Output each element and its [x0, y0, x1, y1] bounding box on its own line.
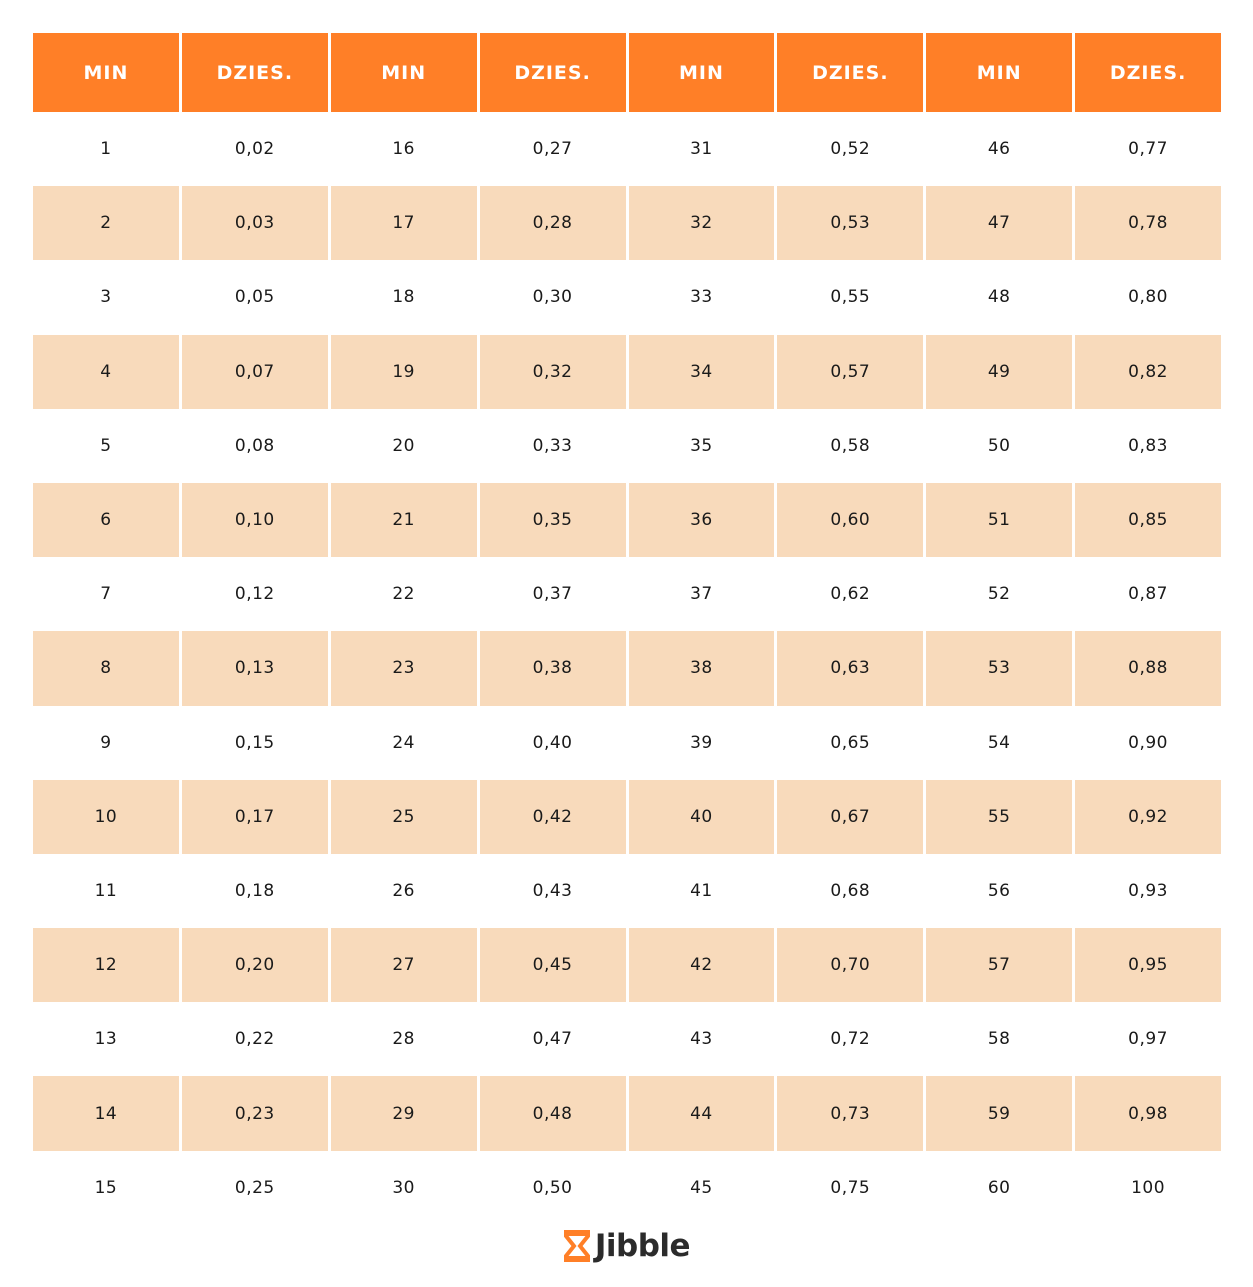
decimal-cell: 0,27: [480, 112, 626, 186]
minutes-cell: 23: [331, 631, 477, 705]
table-row: [33, 483, 1221, 557]
decimal-cell: 0,50: [480, 1151, 626, 1225]
decimal-cell: 0,85: [1075, 483, 1221, 557]
minutes-cell: 9: [33, 706, 179, 780]
header-cell: DZIES.: [777, 33, 923, 112]
minutes-cell: 41: [629, 854, 775, 928]
jibble-logo: [0, 1228, 1253, 1264]
conversion-table: [33, 33, 1221, 1225]
minutes-cell: 51: [926, 483, 1072, 557]
decimal-cell: 0,18: [182, 854, 328, 928]
decimal-cell: 0,17: [182, 780, 328, 854]
minutes-cell: 1: [33, 112, 179, 186]
decimal-cell: 0,72: [777, 1002, 923, 1076]
decimal-cell: 0,60: [777, 483, 923, 557]
decimal-cell: 0,38: [480, 631, 626, 705]
minutes-cell: 27: [331, 928, 477, 1002]
decimal-cell: 0,30: [480, 260, 626, 334]
minutes-cell: 32: [629, 186, 775, 260]
decimal-cell: 0,73: [777, 1076, 923, 1150]
decimal-cell: 0,07: [182, 335, 328, 409]
table-row: [33, 780, 1221, 854]
minutes-cell: 42: [629, 928, 775, 1002]
table-row: [33, 557, 1221, 631]
minutes-cell: 18: [331, 260, 477, 334]
decimal-cell: 0,57: [777, 335, 923, 409]
table-row: [33, 1151, 1221, 1225]
minutes-cell: 21: [331, 483, 477, 557]
minutes-cell: 2: [33, 186, 179, 260]
decimal-cell: 0,05: [182, 260, 328, 334]
minutes-cell: 38: [629, 631, 775, 705]
decimal-cell: 0,52: [777, 112, 923, 186]
decimal-cell: 0,47: [480, 1002, 626, 1076]
decimal-cell: 0,68: [777, 854, 923, 928]
table-row: [33, 631, 1221, 705]
minutes-cell: 30: [331, 1151, 477, 1225]
table-body: [33, 112, 1221, 1225]
minutes-cell: 45: [629, 1151, 775, 1225]
decimal-cell: 100: [1075, 1151, 1221, 1225]
decimal-cell: 0,40: [480, 706, 626, 780]
table-row: [33, 335, 1221, 409]
decimal-cell: 0,55: [777, 260, 923, 334]
minutes-cell: 36: [629, 483, 775, 557]
minutes-cell: 53: [926, 631, 1072, 705]
logo-text: Jibble: [594, 1228, 691, 1264]
decimal-cell: 0,10: [182, 483, 328, 557]
decimal-cell: 0,95: [1075, 928, 1221, 1002]
header-cell: MIN: [926, 33, 1072, 112]
decimal-cell: 0,35: [480, 483, 626, 557]
minutes-cell: 56: [926, 854, 1072, 928]
table-row: [33, 854, 1221, 928]
minutes-cell: 14: [33, 1076, 179, 1150]
decimal-cell: 0,67: [777, 780, 923, 854]
minutes-cell: 35: [629, 409, 775, 483]
minutes-cell: 48: [926, 260, 1072, 334]
minutes-cell: 49: [926, 335, 1072, 409]
decimal-cell: 0,28: [480, 186, 626, 260]
decimal-cell: 0,70: [777, 928, 923, 1002]
minutes-cell: 43: [629, 1002, 775, 1076]
minutes-cell: 39: [629, 706, 775, 780]
minutes-cell: 16: [331, 112, 477, 186]
minutes-cell: 44: [629, 1076, 775, 1150]
header-cell: DZIES.: [480, 33, 626, 112]
decimal-cell: 0,03: [182, 186, 328, 260]
minutes-cell: 13: [33, 1002, 179, 1076]
decimal-cell: 0,48: [480, 1076, 626, 1150]
minutes-cell: 17: [331, 186, 477, 260]
decimal-cell: 0,45: [480, 928, 626, 1002]
minutes-cell: 58: [926, 1002, 1072, 1076]
decimal-cell: 0,63: [777, 631, 923, 705]
decimal-cell: 0,25: [182, 1151, 328, 1225]
decimal-cell: 0,82: [1075, 335, 1221, 409]
decimal-cell: 0,20: [182, 928, 328, 1002]
decimal-cell: 0,12: [182, 557, 328, 631]
decimal-cell: 0,65: [777, 706, 923, 780]
header-cell: MIN: [331, 33, 477, 112]
decimal-cell: 0,08: [182, 409, 328, 483]
table-row: [33, 1002, 1221, 1076]
decimal-cell: 0,97: [1075, 1002, 1221, 1076]
minutes-cell: 28: [331, 1002, 477, 1076]
minutes-cell: 22: [331, 557, 477, 631]
minutes-cell: 37: [629, 557, 775, 631]
minutes-cell: 10: [33, 780, 179, 854]
decimal-cell: 0,23: [182, 1076, 328, 1150]
minutes-cell: 26: [331, 854, 477, 928]
minutes-cell: 6: [33, 483, 179, 557]
decimal-cell: 0,77: [1075, 112, 1221, 186]
minutes-cell: 19: [331, 335, 477, 409]
decimal-cell: 0,15: [182, 706, 328, 780]
minutes-cell: 31: [629, 112, 775, 186]
table-row: [33, 706, 1221, 780]
table-row: [33, 260, 1221, 334]
decimal-cell: 0,88: [1075, 631, 1221, 705]
minutes-cell: 4: [33, 335, 179, 409]
table-row: [33, 928, 1221, 1002]
decimal-cell: 0,75: [777, 1151, 923, 1225]
minutes-cell: 11: [33, 854, 179, 928]
minutes-cell: 25: [331, 780, 477, 854]
table-row: [33, 409, 1221, 483]
table-header-row: [33, 33, 1221, 112]
minutes-cell: 60: [926, 1151, 1072, 1225]
minutes-cell: 55: [926, 780, 1072, 854]
decimal-cell: 0,80: [1075, 260, 1221, 334]
header-cell: MIN: [33, 33, 179, 112]
header-cell: MIN: [629, 33, 775, 112]
minutes-cell: 34: [629, 335, 775, 409]
decimal-cell: 0,37: [480, 557, 626, 631]
decimal-cell: 0,33: [480, 409, 626, 483]
decimal-cell: 0,32: [480, 335, 626, 409]
minutes-cell: 59: [926, 1076, 1072, 1150]
hourglass-icon: [563, 1230, 591, 1262]
header-cell: DZIES.: [1075, 33, 1221, 112]
minutes-cell: 12: [33, 928, 179, 1002]
minutes-cell: 50: [926, 409, 1072, 483]
minutes-cell: 29: [331, 1076, 477, 1150]
decimal-cell: 0,93: [1075, 854, 1221, 928]
decimal-cell: 0,62: [777, 557, 923, 631]
minutes-cell: 24: [331, 706, 477, 780]
decimal-cell: 0,42: [480, 780, 626, 854]
decimal-cell: 0,02: [182, 112, 328, 186]
minutes-cell: 46: [926, 112, 1072, 186]
decimal-cell: 0,87: [1075, 557, 1221, 631]
decimal-cell: 0,53: [777, 186, 923, 260]
decimal-cell: 0,90: [1075, 706, 1221, 780]
minutes-cell: 40: [629, 780, 775, 854]
table-row: [33, 186, 1221, 260]
decimal-cell: 0,78: [1075, 186, 1221, 260]
decimal-cell: 0,92: [1075, 780, 1221, 854]
minutes-cell: 5: [33, 409, 179, 483]
decimal-cell: 0,58: [777, 409, 923, 483]
minutes-cell: 47: [926, 186, 1072, 260]
table-row: [33, 1076, 1221, 1150]
minutes-cell: 3: [33, 260, 179, 334]
minutes-cell: 20: [331, 409, 477, 483]
minutes-cell: 57: [926, 928, 1072, 1002]
table-row: [33, 112, 1221, 186]
minutes-cell: 7: [33, 557, 179, 631]
header-cell: DZIES.: [182, 33, 328, 112]
decimal-cell: 0,22: [182, 1002, 328, 1076]
minutes-cell: 54: [926, 706, 1072, 780]
minutes-cell: 15: [33, 1151, 179, 1225]
decimal-cell: 0,43: [480, 854, 626, 928]
minutes-cell: 33: [629, 260, 775, 334]
minutes-cell: 8: [33, 631, 179, 705]
decimal-cell: 0,13: [182, 631, 328, 705]
minutes-cell: 52: [926, 557, 1072, 631]
decimal-cell: 0,98: [1075, 1076, 1221, 1150]
decimal-cell: 0,83: [1075, 409, 1221, 483]
